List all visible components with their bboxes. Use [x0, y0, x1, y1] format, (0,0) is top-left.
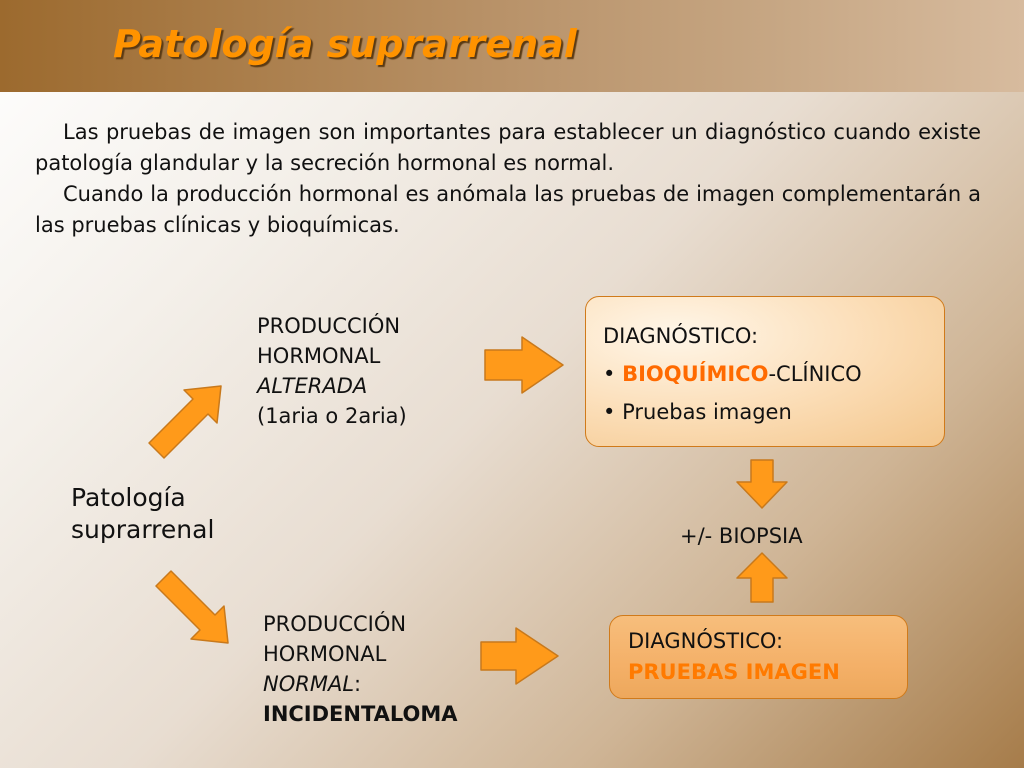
box1-item-1-highlight: BIOQUÍMICO: [622, 362, 769, 386]
arrow-right-upper-icon: [485, 337, 563, 393]
box2-highlight: PRUEBAS IMAGEN: [628, 660, 840, 684]
intro-paragraph-2: Cuando la producción hormonal es anómala las pruebas de imagen complementarán a las pruebas clínicas y bioquímicas.: [35, 182, 981, 237]
lower-line-4: INCIDENTALOMA: [263, 702, 458, 726]
root-label-line-1: Patología: [71, 483, 186, 512]
upper-line-3: ALTERADA: [257, 374, 368, 398]
box1-bullet-2: •: [603, 400, 616, 424]
arrow-down-icon: [737, 460, 787, 508]
lower-line-1: PRODUCCIÓN: [263, 612, 407, 636]
box2-heading: DIAGNÓSTICO:: [628, 629, 784, 653]
box1-heading: DIAGNÓSTICO:: [603, 324, 759, 348]
arrow-up-right-icon: [149, 386, 221, 458]
upper-line-1: PRODUCCIÓN: [257, 314, 401, 338]
arrow-down-right-icon: [156, 571, 228, 643]
upper-line-4: (1aria o 2aria): [257, 404, 407, 428]
upper-line-2: HORMONAL: [257, 344, 381, 368]
slide-title: Patología suprarrenal: [113, 22, 577, 66]
lower-line-2: HORMONAL: [263, 642, 387, 666]
biopsy-label: +/- BIOPSIA: [680, 524, 803, 548]
root-label-line-2: suprarrenal: [71, 515, 215, 544]
arrow-up-icon: [737, 553, 787, 602]
lower-line-3-suffix: :: [354, 672, 362, 696]
arrow-right-lower-icon: [481, 628, 558, 684]
box1-item-2-text: Pruebas imagen: [622, 400, 792, 424]
lower-line-3-italic: NORMAL: [263, 672, 355, 696]
box1-bullet-1: •: [603, 362, 616, 386]
box1-item-1-rest: -CLÍNICO: [768, 362, 862, 386]
intro-paragraph-1: Las pruebas de imagen son importantes para establecer un diagnóstico cuando existe patología glandular y la secreción hormonal es normal.: [35, 120, 981, 175]
